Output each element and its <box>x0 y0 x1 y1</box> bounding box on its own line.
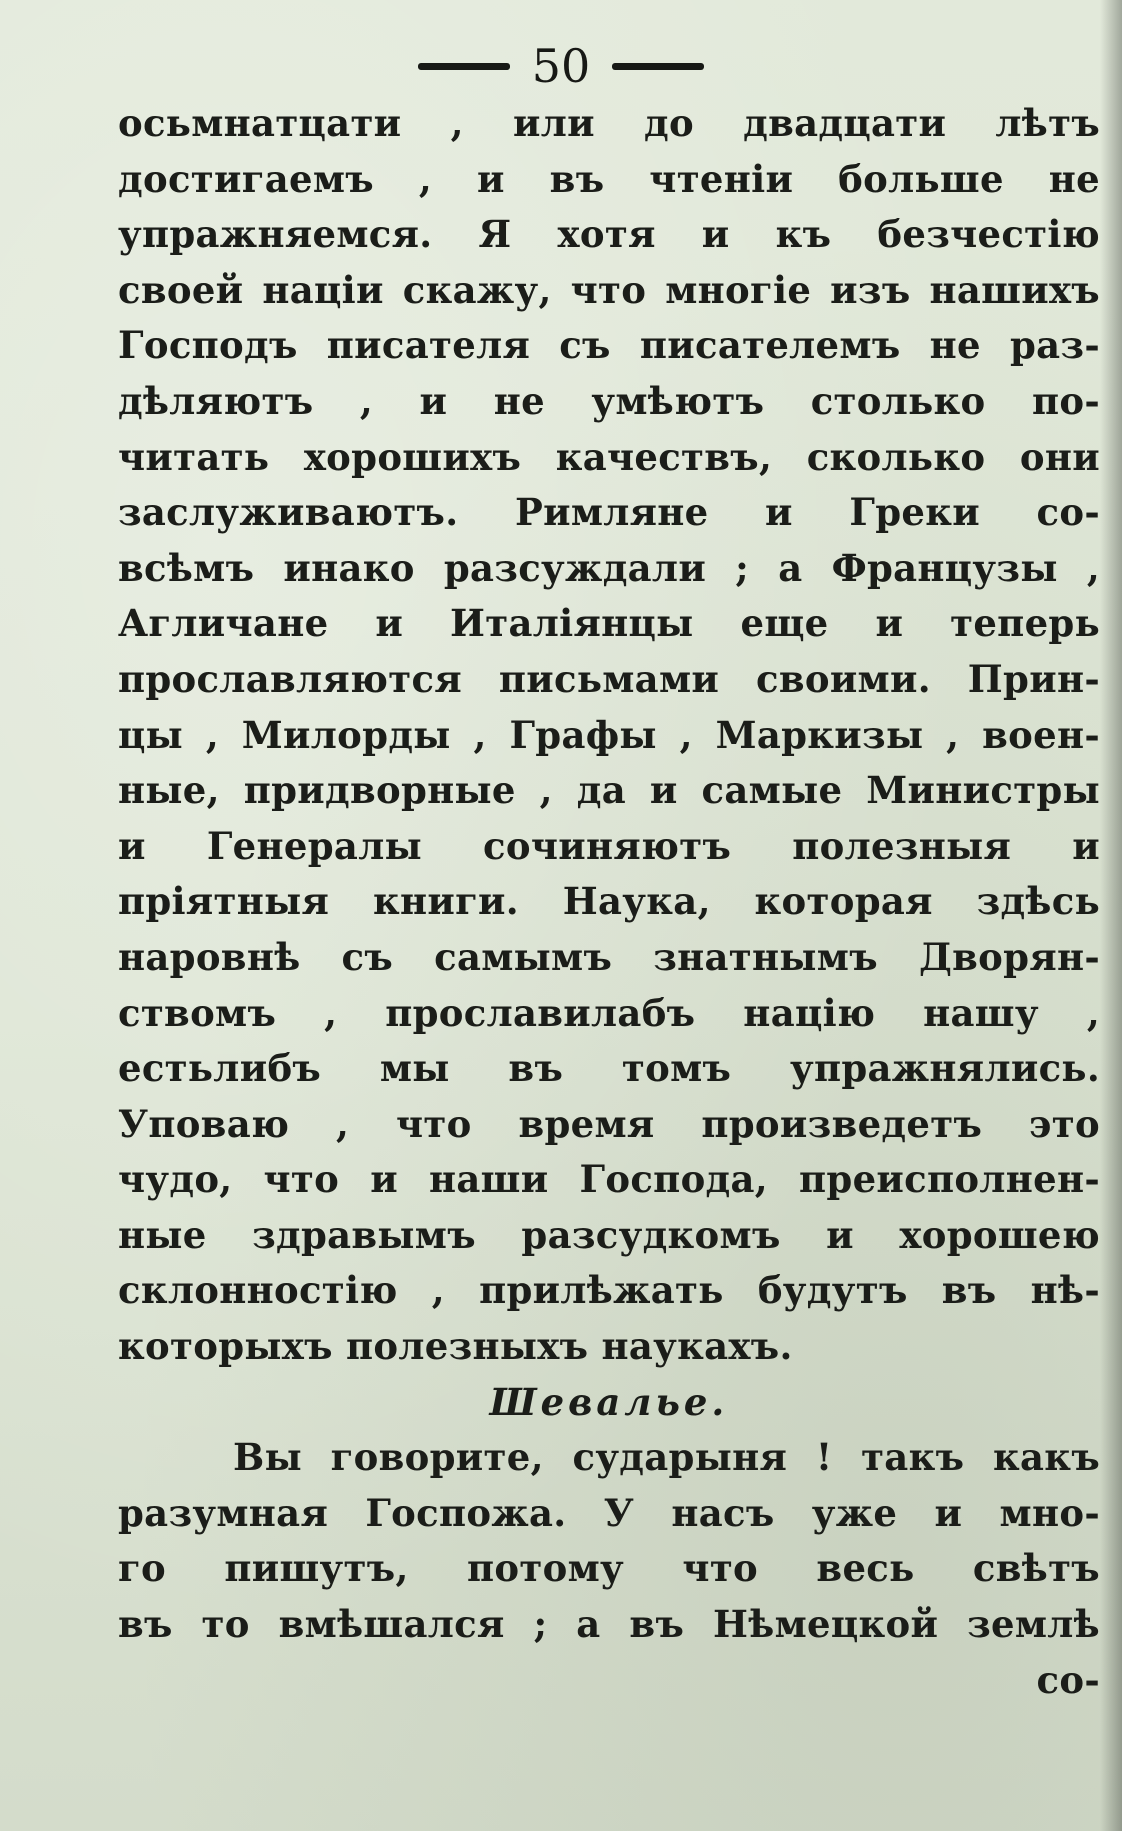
page-header <box>0 36 1122 96</box>
speech-line: въ то вмѣшался ; а въ Нѣмецкой землѣ <box>118 1602 1100 1647</box>
text-line: Господъ писателя съ писателемъ не раз- <box>118 323 1100 368</box>
text-line: чудо, что и наши Господа, преисполнен- <box>118 1157 1100 1202</box>
text-line: которыхъ полезныхъ наукахъ. <box>118 1324 793 1369</box>
text-line: склонностію , прилѣжать будутъ въ нѣ- <box>118 1268 1100 1313</box>
page-number: 50 <box>531 39 591 93</box>
text-line: пріятныя книги. Наука, которая здѣсь <box>118 879 1100 924</box>
page-edge-shadow <box>1100 0 1122 1831</box>
text-line: ные, придворные , да и самые Министры <box>118 768 1100 813</box>
text-line: естьлибъ мы въ томъ упражнялись. <box>118 1046 1100 1091</box>
text-line: читать хорошихъ качествъ, сколько они <box>118 434 1100 479</box>
text-line: ствомъ , прославилабъ націю нашу , <box>118 990 1100 1035</box>
text-line: Уповаю , что время произведетъ это <box>118 1101 1100 1146</box>
text-line: цы , Милорды , Графы , Маркизы , воен- <box>118 712 1100 757</box>
header-rule-left <box>418 63 510 70</box>
text-line: заслуживаютъ. Римляне и Греки со- <box>118 490 1100 535</box>
text-line: дѣляютъ , и не умѣютъ столько по- <box>118 378 1100 423</box>
text-line: всѣмъ инако разсуждали ; а Французы , <box>118 545 1100 590</box>
catchword: со- <box>1036 1657 1100 1702</box>
text-line: осьмнатцати , или до двадцати лѣтъ <box>118 101 1100 145</box>
header-rule-right <box>612 63 704 70</box>
text-line: достигаемъ , и въ чтеніи больше не <box>118 156 1100 201</box>
speaker-heading: Шевалье. <box>489 1379 729 1424</box>
text-line: своей націи скажу, что многіе изъ нашихъ <box>118 267 1100 312</box>
page-body-text <box>118 96 1100 1708</box>
text-line: и Генералы сочиняютъ полезныя и <box>118 823 1100 868</box>
text-line: наровнѣ съ самымъ знатнымъ Дворян- <box>118 934 1100 979</box>
text-line: Агличане и Италіянцы еще и теперь <box>118 601 1100 646</box>
speech-line: разумная Госпожа. У насъ уже и мно- <box>118 1490 1100 1535</box>
text-line: упражняемся. Я хотя и къ безчестію <box>118 212 1100 257</box>
speech-line: го пишутъ, потому что весь свѣтъ <box>118 1546 1100 1591</box>
text-line: ные здравымъ разсудкомъ и хорошею <box>118 1212 1100 1257</box>
speech-line: Вы говорите, сударыня ! такъ какъ <box>233 1435 1100 1480</box>
text-line: прославляются письмами своими. Прин- <box>118 656 1100 701</box>
